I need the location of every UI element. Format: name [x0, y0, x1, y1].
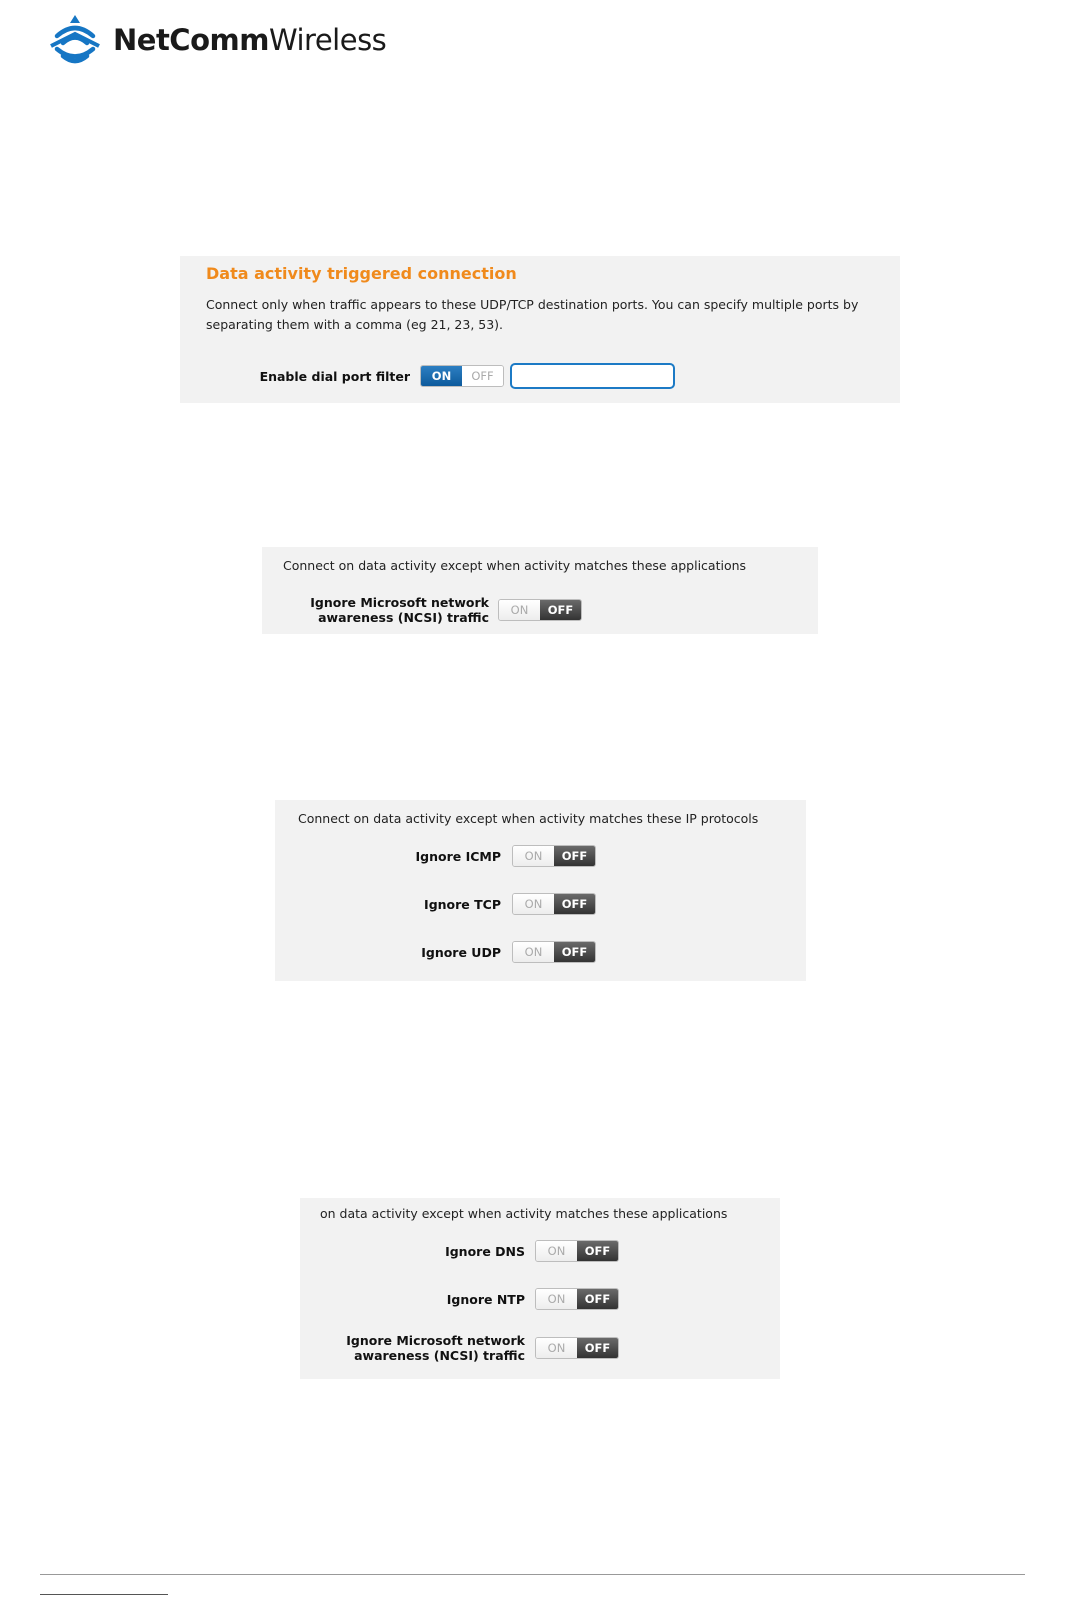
ignore-dns-label: Ignore DNS — [445, 1243, 525, 1259]
ignore-dns-toggle[interactable] — [535, 1240, 619, 1262]
ignore-icmp-label: Ignore ICMP — [415, 848, 501, 864]
panel-title: Data activity triggered connection — [206, 264, 517, 283]
wifi-signal-icon — [47, 14, 103, 66]
toggle-off-option[interactable]: OFF — [554, 894, 595, 914]
panel-description — [206, 295, 896, 335]
netcomm-logo — [47, 14, 386, 66]
ip-protocols-panel — [275, 800, 806, 981]
ignore-udp-toggle[interactable] — [512, 941, 596, 963]
ignore-ntp-label: Ignore NTP — [446, 1291, 525, 1307]
ncsi-label-line1: Ignore Microsoft network — [310, 595, 489, 610]
ignore-ntp-toggle[interactable] — [535, 1288, 619, 1310]
dial-port-input[interactable] — [510, 363, 675, 389]
brand-name — [113, 23, 386, 57]
ncsi-toggle[interactable] — [498, 599, 582, 621]
ignore-tcp-toggle[interactable] — [512, 893, 596, 915]
panel-description: on data activity except when activity matches these applications — [320, 1206, 728, 1221]
footnote-divider — [40, 1594, 168, 1595]
footer-divider — [40, 1574, 1025, 1575]
toggle-off-option[interactable]: OFF — [577, 1289, 618, 1309]
toggle-off-option[interactable]: OFF — [554, 846, 595, 866]
brand-name-bold: NetComm — [113, 23, 269, 57]
toggle-off-option[interactable]: OFF — [554, 942, 595, 962]
ignore-icmp-toggle[interactable] — [512, 845, 596, 867]
data-activity-panel — [180, 256, 900, 403]
dial-port-filter-row — [180, 362, 675, 390]
ncsi-label — [262, 595, 489, 625]
toggle-off-option[interactable]: OFF — [577, 1241, 618, 1261]
ignore-dns-row — [300, 1240, 619, 1262]
ncsi-label-line2: awareness (NCSI) traffic — [318, 610, 489, 625]
ignore-udp-label: Ignore UDP — [421, 944, 501, 960]
toggle-on-option[interactable]: ON — [513, 846, 554, 866]
ignore-udp-row — [275, 941, 596, 963]
toggle-on-option[interactable]: ON — [499, 600, 540, 620]
toggle-on-option[interactable]: ON — [536, 1289, 577, 1309]
ignore-ncsi-label — [300, 1333, 525, 1363]
ignore-tcp-row — [275, 893, 596, 915]
panel-description: Connect on data activity except when activity matches these IP protocols — [298, 811, 759, 826]
ignore-tcp-label: Ignore TCP — [424, 896, 501, 912]
toggle-on-option[interactable]: ON — [513, 942, 554, 962]
ncsi-row — [262, 595, 582, 625]
toggle-on-option[interactable]: ON — [536, 1241, 577, 1261]
toggle-off-option[interactable]: OFF — [577, 1338, 618, 1358]
ignore-ncsi-label-line1: Ignore Microsoft network — [346, 1333, 525, 1348]
dns-ntp-panel — [300, 1198, 780, 1379]
ignore-ncsi-toggle[interactable] — [535, 1337, 619, 1359]
applications-panel — [262, 547, 818, 634]
toggle-on-option[interactable]: ON — [513, 894, 554, 914]
toggle-on-option[interactable]: ON — [421, 366, 462, 386]
ignore-ncsi-label-line2: awareness (NCSI) traffic — [354, 1348, 525, 1363]
toggle-off-option[interactable]: OFF — [540, 600, 581, 620]
toggle-on-option[interactable]: ON — [536, 1338, 577, 1358]
panel-description: Connect on data activity except when activity matches these applications — [283, 558, 747, 573]
dial-port-filter-toggle[interactable] — [420, 365, 504, 387]
ignore-icmp-row — [275, 845, 596, 867]
ignore-ncsi-row — [300, 1333, 619, 1363]
panel-description-line2: separating them with a comma (eg 21, 23, 53). — [206, 317, 504, 332]
panel-description-line1: Connect only when traffic appears to these UDP/TCP destination ports. You can specify multiple ports by — [206, 297, 859, 312]
dial-port-filter-label: Enable dial port filter — [259, 368, 410, 384]
toggle-off-option[interactable]: OFF — [462, 366, 503, 386]
brand-name-light: Wireless — [268, 23, 387, 57]
ignore-ntp-row — [300, 1288, 619, 1310]
